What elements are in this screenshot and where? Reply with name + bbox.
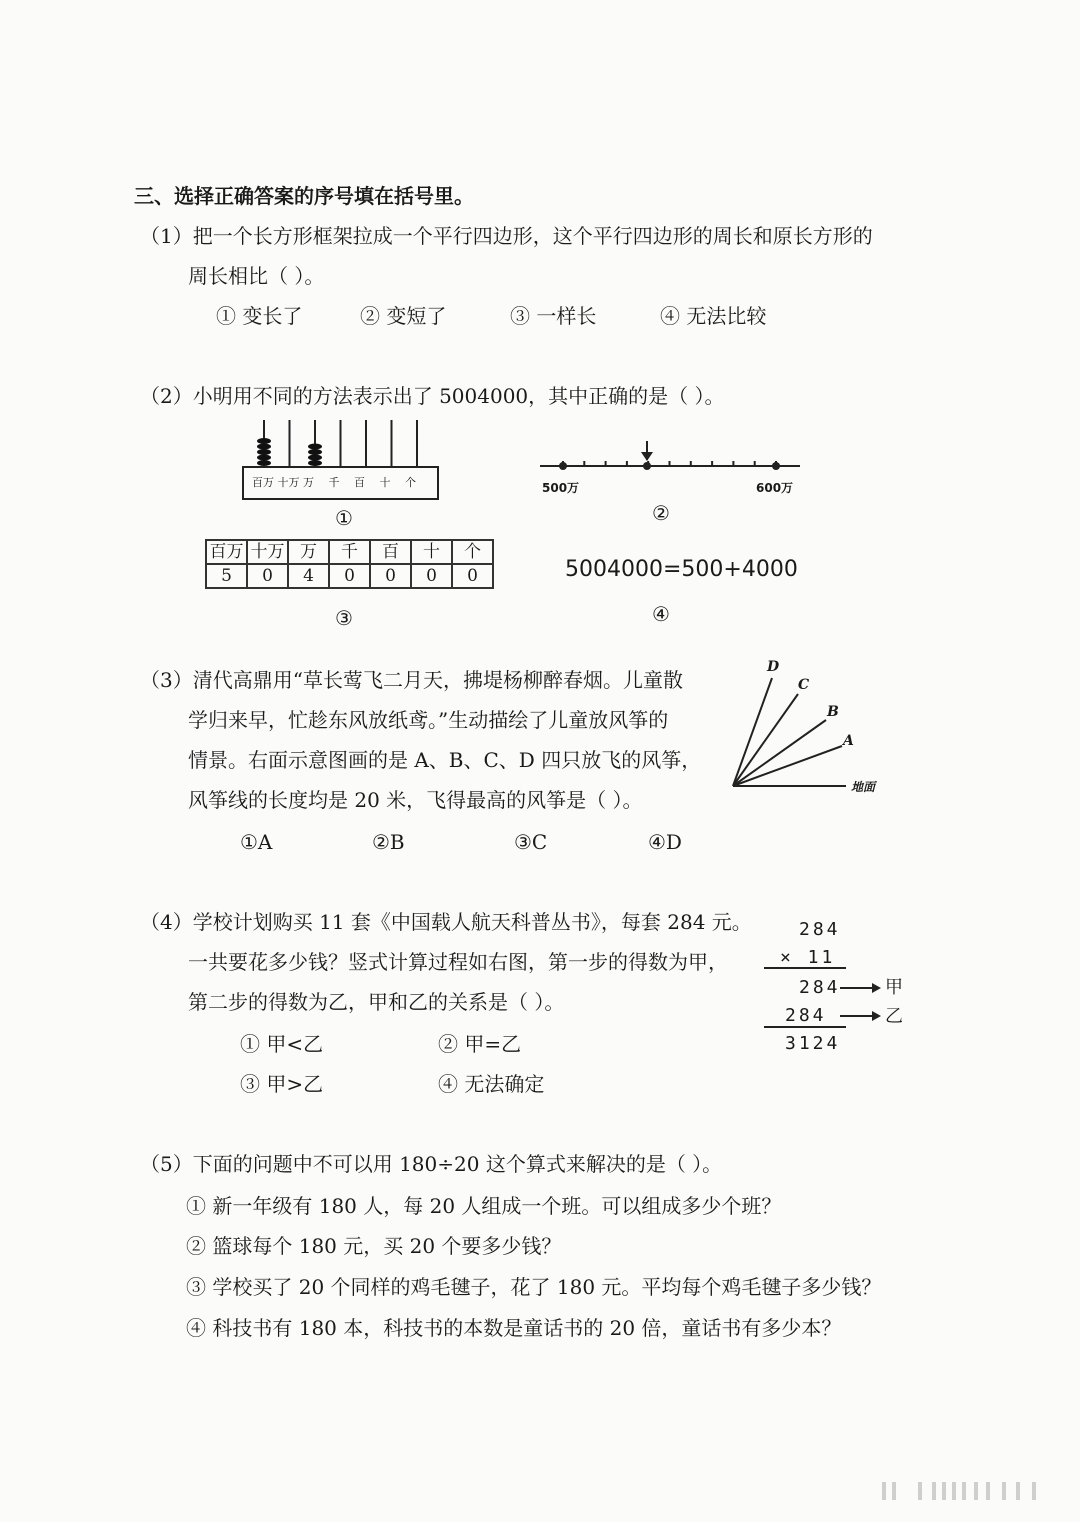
ground-label: 地面 — [851, 780, 876, 794]
table-header-cell: 十 — [411, 540, 452, 564]
abacus-label: 千 — [328, 476, 340, 489]
calc-step2-label: 乙 — [885, 1006, 903, 1027]
q3-option-4: ④D — [648, 830, 682, 854]
table-header-cell: 个 — [452, 540, 493, 564]
kite-label-d: D — [767, 659, 780, 675]
scan-artifact-bars — [882, 1482, 1062, 1502]
table-value-cell: 0 — [247, 564, 288, 588]
q3-option-3: ③C — [514, 830, 548, 854]
abacus-label: 十 — [379, 476, 391, 489]
q4-option-1: ① 甲<乙 — [240, 1032, 324, 1056]
table-value-cell: 0 — [370, 564, 411, 588]
table-header-cell: 万 — [288, 540, 329, 564]
numberline-left-label: 500万 — [542, 481, 580, 495]
table-header-cell: 十万 — [247, 540, 288, 564]
q3-line1: （3）清代高鼎用“草长莺飞二月天，拂堤杨柳醉春烟。儿童散 — [140, 668, 683, 692]
q2-equation: 5004000=500+4000 — [565, 557, 798, 582]
q5-stem: （5）下面的问题中不可以用 180÷20 这个算式来解决的是（ ）。 — [140, 1152, 723, 1176]
q1-option-4: ④ 无法比较 — [660, 304, 767, 328]
calc-arrowhead-2 — [872, 1011, 881, 1021]
calc-arrowhead-1 — [872, 983, 881, 993]
calc-step1-label: 甲 — [885, 977, 903, 998]
q3-line2: 学归来早，忙趁东风放纸鸢。”生动描绘了儿童放风筝的 — [188, 708, 669, 732]
table-value-cell: 0 — [452, 564, 493, 588]
q2-marker-4: ④ — [652, 602, 670, 626]
abacus-label: 百 — [354, 476, 365, 489]
calc-result: 3124 — [785, 1033, 841, 1054]
q4-line1: （4）学校计划购买 11 套《中国载人航天科普丛书》，每套 284 元。 — [140, 910, 752, 934]
calc-step1: 284 — [799, 977, 841, 998]
table-value-cell: 0 — [329, 564, 370, 588]
table-value-cell: 4 — [288, 564, 329, 588]
table-value-cell: 0 — [411, 564, 452, 588]
calc-multiplicand: 284 — [799, 919, 841, 940]
table-value-cell: 5 — [206, 564, 247, 588]
q4-option-4: ④ 无法确定 — [438, 1072, 545, 1096]
q4-line3: 第二步的得数为乙，甲和乙的关系是（ ）。 — [188, 990, 565, 1014]
section-title: 三、选择正确答案的序号填在括号里。 — [134, 184, 474, 208]
q2-stem: （2）小明用不同的方法表示出了 5004000，其中正确的是（ ）。 — [140, 384, 725, 408]
table-header-cell: 百万 — [206, 540, 247, 564]
q2-marker-1: ① — [335, 506, 353, 530]
abacus-label: 个 — [405, 476, 416, 489]
calc-step2: 284 — [785, 1005, 827, 1026]
q3-option-1: ①A — [240, 830, 273, 854]
q5-option-3: ③ 学校买了 20 个同样的鸡毛毽子，花了 180 元。平均每个鸡毛毽子多少钱？ — [186, 1275, 882, 1299]
q3-option-2: ②B — [372, 830, 405, 854]
numberline-right-label: 600万 — [756, 481, 794, 495]
q3-line4: 风筝线的长度均是 20 米，飞得最高的风筝是（ ）。 — [188, 788, 643, 812]
kite-label-b: B — [827, 704, 839, 720]
table-header-cell: 千 — [329, 540, 370, 564]
q5-option-4: ④ 科技书有 180 本，科技书的本数是童话书的 20 倍，童话书有多少本？ — [186, 1316, 842, 1340]
kite-label-c: C — [798, 677, 810, 693]
calc-multiplier: × 11 — [780, 947, 836, 968]
q1-line1: （1）把一个长方形框架拉成一个平行四边形，这个平行四边形的周长和原长方形的 — [140, 224, 873, 248]
q1-line2: 周长相比（ ）。 — [188, 264, 325, 288]
q4-option-2: ② 甲=乙 — [438, 1032, 522, 1056]
q3-line3: 情景。右面示意图画的是 A、B、C、D 四只放飞的风筝， — [188, 748, 702, 772]
q1-option-3: ③ 一样长 — [510, 304, 597, 328]
q2-marker-3: ③ — [335, 606, 353, 630]
q5-option-1: ① 新一年级有 180 人，每 20 人组成一个班。可以组成多少个班？ — [186, 1194, 782, 1218]
q2-marker-2: ② — [652, 501, 670, 525]
abacus-label: 百万 — [252, 476, 274, 489]
table-header-cell: 百 — [370, 540, 411, 564]
q4-line2: 一共要花多少钱？竖式计算过程如右图，第一步的得数为甲， — [188, 950, 728, 974]
q1-option-1: ① 变长了 — [216, 304, 303, 328]
abacus-label: 十万 — [277, 476, 300, 489]
q4-option-3: ③ 甲>乙 — [240, 1072, 324, 1096]
kite-label-a: A — [843, 733, 854, 749]
q1-option-2: ② 变短了 — [360, 304, 447, 328]
abacus-label: 万 — [303, 476, 314, 489]
q5-option-2: ② 篮球每个 180 元，买 20 个要多少钱？ — [186, 1234, 562, 1258]
